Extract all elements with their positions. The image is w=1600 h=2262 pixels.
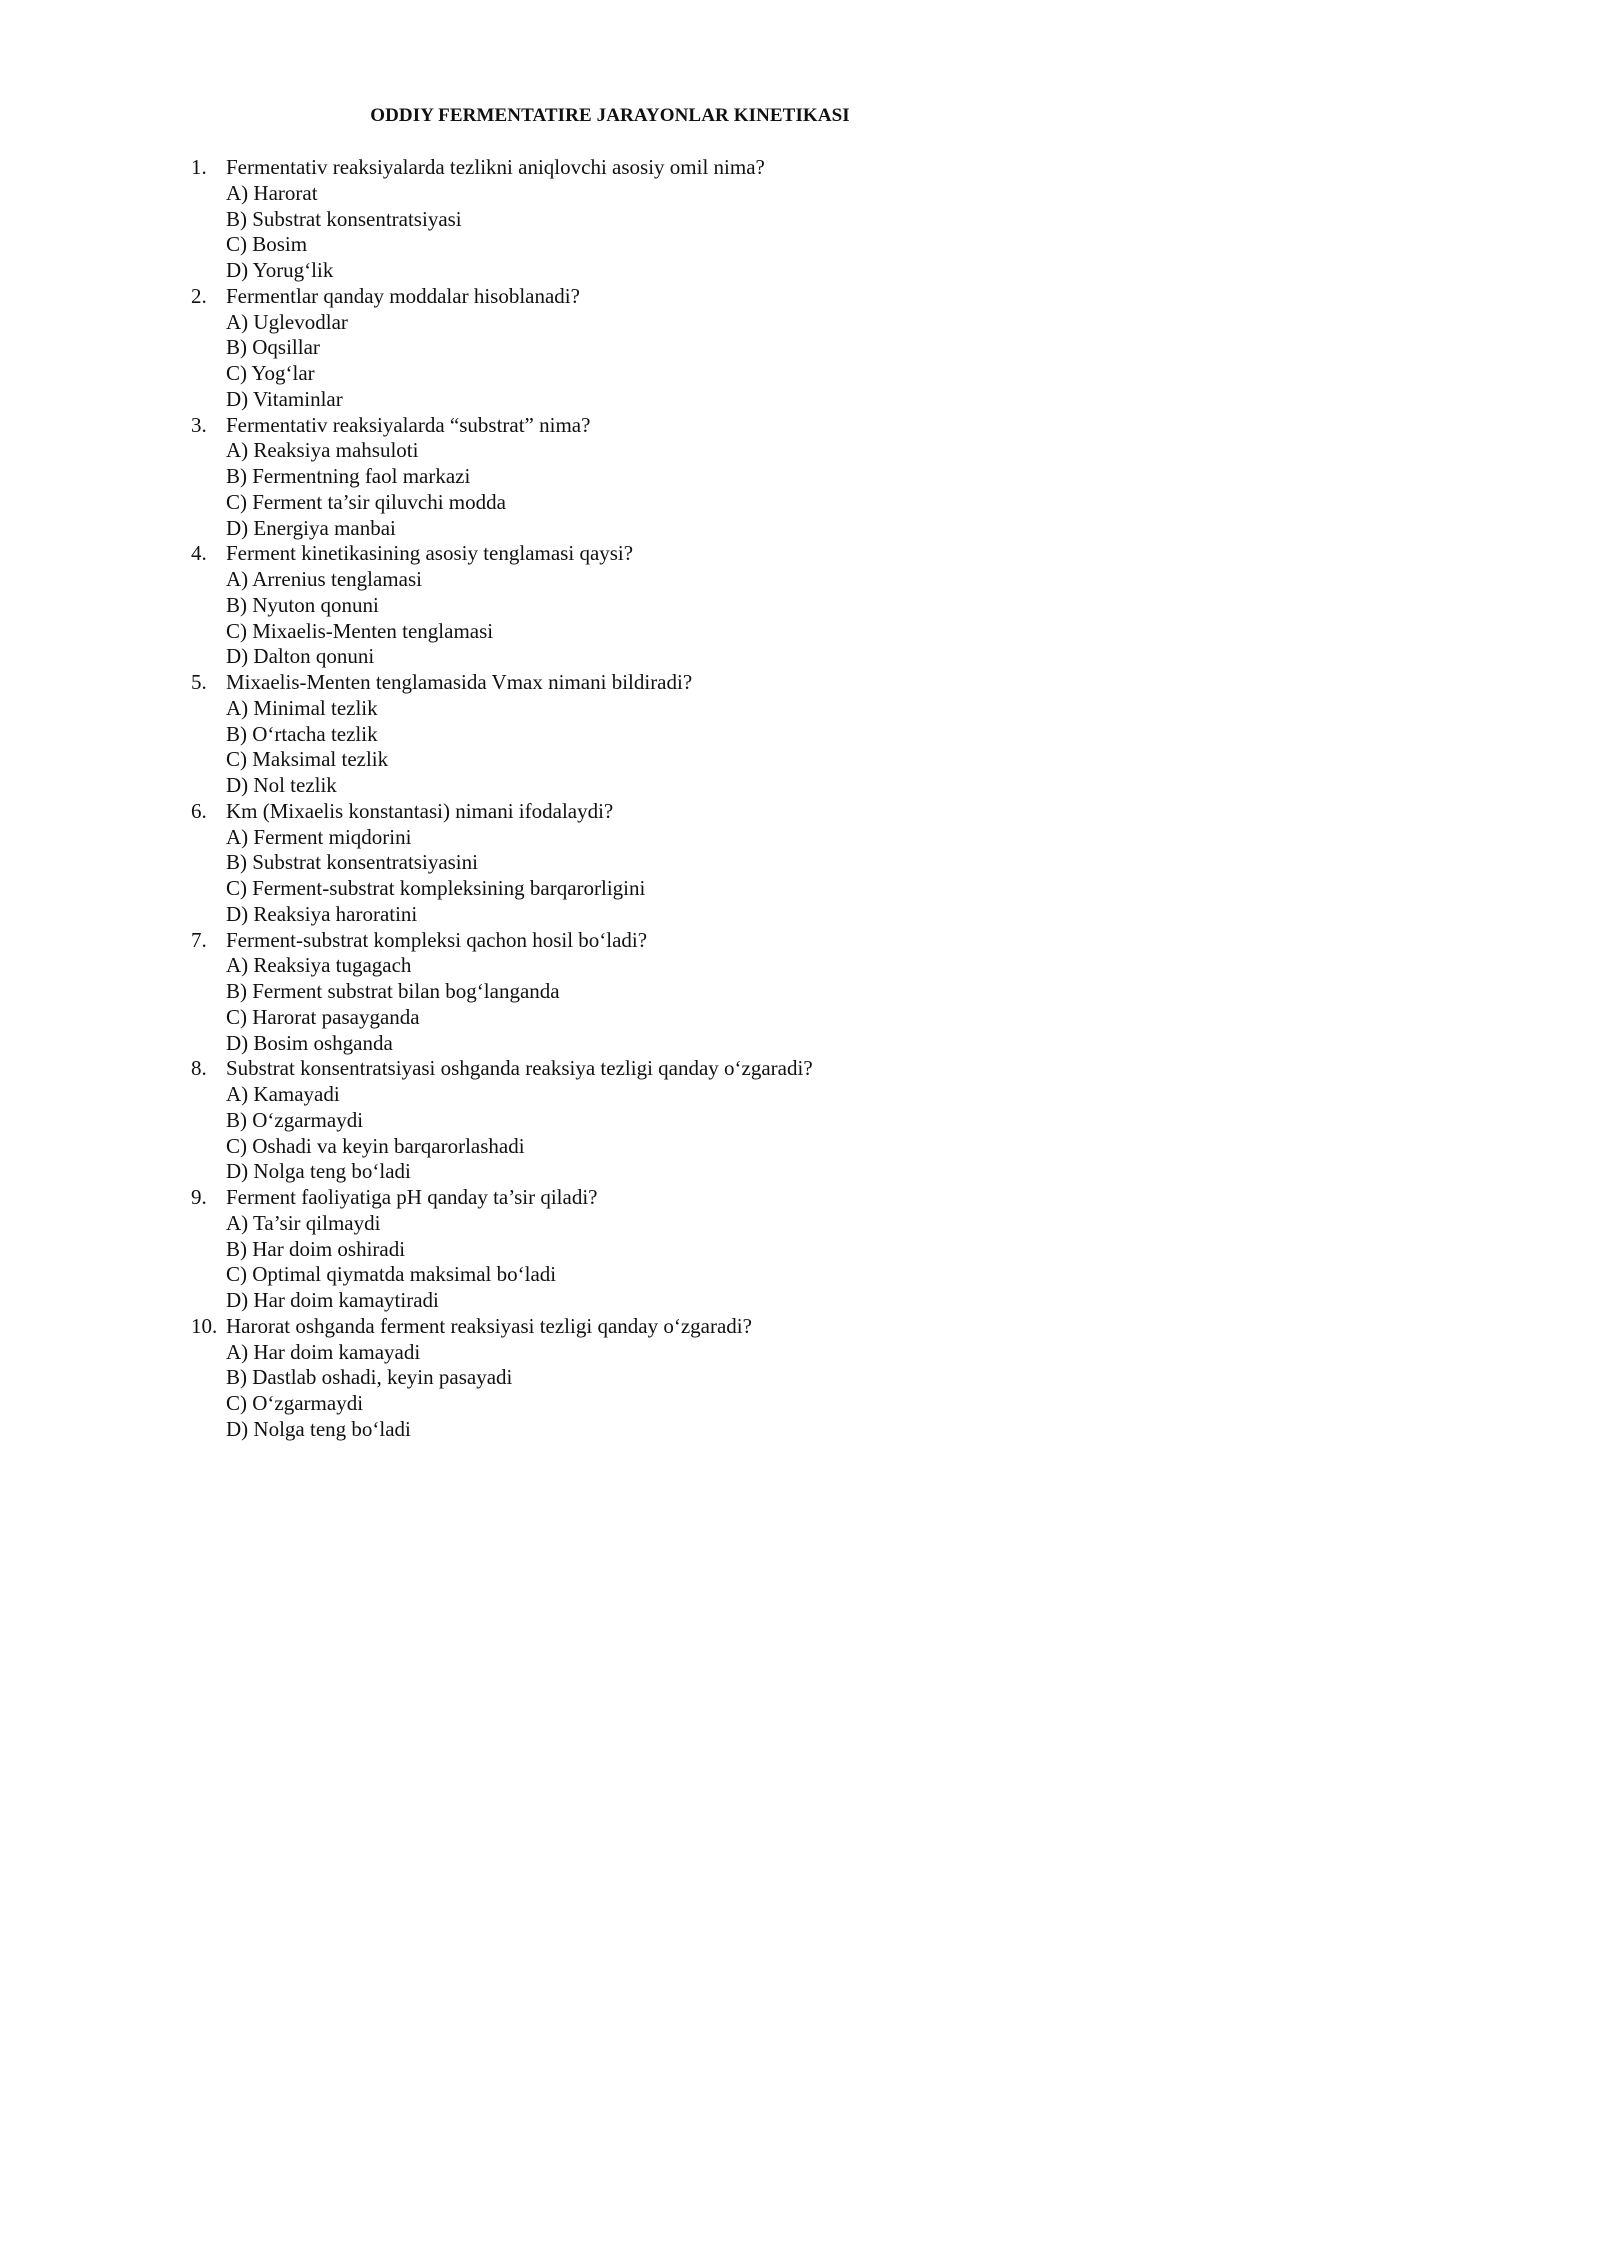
answer-option: D) Dalton qonuni xyxy=(226,644,375,669)
question-line xyxy=(191,1314,813,1340)
question-line xyxy=(191,413,813,439)
question-number: 10. xyxy=(191,1313,218,1338)
answer-option: A) Minimal tezlik xyxy=(226,695,378,720)
question-number: 6. xyxy=(191,798,207,823)
question-text: Ferment kinetikasining asosiy tenglamasi qaysi? xyxy=(226,541,634,566)
question-item xyxy=(191,284,813,413)
answer-option: C) Yog‘lar xyxy=(226,361,315,385)
answer-options xyxy=(191,825,813,928)
question-number: 3. xyxy=(191,412,207,437)
answer-option: B) O‘zgarmaydi xyxy=(226,1107,364,1132)
answer-option: B) Substrat konsentratsiyasi xyxy=(226,206,462,231)
answer-options xyxy=(191,1211,813,1314)
question-list xyxy=(191,155,813,1443)
question-text: Harorat oshganda ferment reaksiyasi tezligi qanday o‘zgaradi? xyxy=(226,1313,752,1338)
document-title: ODDIY FERMENTATIRE JARAYONLAR KINETIKASI xyxy=(370,105,850,126)
question-line xyxy=(191,1056,813,1082)
question-number: 4. xyxy=(191,541,207,566)
answer-option: A) Reaksiya tugagach xyxy=(226,953,412,978)
answer-option: A) Ta’sir qilmaydi xyxy=(226,1210,381,1235)
answer-option: B) Har doim oshiradi xyxy=(226,1236,406,1261)
question-line xyxy=(191,799,813,825)
question-number: 2. xyxy=(191,283,207,308)
question-number: 7. xyxy=(191,927,207,952)
question-text: Mixaelis-Menten tenglamasida Vmax nimani bildiradi? xyxy=(226,670,693,694)
question-text: Substrat konsentratsiyasi oshganda reaksiya tezligi qanday o‘zgaradi? xyxy=(226,1056,813,1081)
answer-option: D) Yorug‘lik xyxy=(226,258,334,282)
question-line xyxy=(191,670,813,696)
answer-option: D) Reaksiya haroratini xyxy=(226,901,418,926)
answer-option: B) Dastlab oshadi, keyin pasayadi xyxy=(226,1365,513,1390)
answer-option: D) Nolga teng bo‘ladi xyxy=(226,1159,411,1184)
question-item xyxy=(191,1314,813,1443)
question-line xyxy=(191,1185,813,1211)
question-text: Fermentlar qanday moddalar hisoblanadi? xyxy=(226,283,580,308)
answer-options xyxy=(191,953,813,1056)
question-item xyxy=(191,155,813,284)
answer-options xyxy=(191,310,813,413)
answer-option: A) Reaksiya mahsuloti xyxy=(226,438,419,463)
answer-option: C) Mixaelis-Menten tenglamasi xyxy=(226,618,494,643)
question-item xyxy=(191,541,813,670)
answer-options xyxy=(191,181,813,284)
answer-options xyxy=(191,696,813,799)
question-line xyxy=(191,928,813,954)
question-line xyxy=(191,541,813,567)
question-item xyxy=(191,670,813,799)
answer-option: B) Ferment substrat bilan bog‘langanda xyxy=(226,979,560,1003)
answer-option: D) Har doim kamaytiradi xyxy=(226,1288,439,1312)
answer-option: B) Oqsillar xyxy=(226,335,320,360)
answer-option: C) Maksimal tezlik xyxy=(226,747,389,772)
answer-option: D) Energiya manbai xyxy=(226,515,396,540)
answer-options xyxy=(191,1340,813,1443)
question-item xyxy=(191,1185,813,1314)
answer-option: A) Ferment miqdorini xyxy=(226,824,412,849)
question-line xyxy=(191,155,813,181)
question-number: 5. xyxy=(191,670,207,694)
question-text: Km (Mixaelis konstantasi) nimani ifodalaydi? xyxy=(226,798,614,823)
question-text: Fermentativ reaksiyalarda “substrat” nima? xyxy=(226,412,591,437)
answer-option: D) Bosim oshganda xyxy=(226,1030,393,1055)
answer-option: A) Kamayadi xyxy=(226,1082,340,1106)
answer-option: A) Arrenius tenglamasi xyxy=(226,567,422,591)
answer-option: C) Oshadi va keyin barqarorlashadi xyxy=(226,1133,525,1158)
document-page xyxy=(0,0,1105,1562)
answer-options xyxy=(191,438,813,541)
question-line xyxy=(191,284,813,310)
question-item xyxy=(191,928,813,1057)
answer-option: A) Uglevodlar xyxy=(226,309,348,334)
answer-option: D) Nol tezlik xyxy=(226,773,337,797)
question-number: 1. xyxy=(191,155,207,179)
answer-options xyxy=(191,1082,813,1185)
question-item xyxy=(191,799,813,928)
question-number: 9. xyxy=(191,1185,207,1209)
question-text: Ferment faoliyatiga pH qanday ta’sir qiladi? xyxy=(226,1185,598,1209)
answer-option: A) Har doim kamayadi xyxy=(226,1339,421,1364)
answer-option: C) Harorat pasayganda xyxy=(226,1004,420,1029)
answer-option: C) Bosim xyxy=(226,232,308,257)
answer-option: C) Optimal qiymatda maksimal bo‘ladi xyxy=(226,1262,557,1287)
answer-option: B) Nyuton qonuni xyxy=(226,592,379,617)
answer-option: C) O‘zgarmaydi xyxy=(226,1391,364,1415)
question-item xyxy=(191,413,813,542)
question-number: 8. xyxy=(191,1056,207,1081)
answer-option: C) Ferment ta’sir qiluvchi modda xyxy=(226,489,506,514)
answer-options xyxy=(191,567,813,670)
answer-option: D) Nolga teng bo‘ladi xyxy=(226,1416,411,1441)
answer-option: C) Ferment-substrat kompleksining barqarorligini xyxy=(226,876,646,900)
question-text: Ferment-substrat kompleksi qachon hosil bo‘ladi? xyxy=(226,927,648,952)
answer-option: B) O‘rtacha tezlik xyxy=(226,721,378,746)
question-text: Fermentativ reaksiyalarda tezlikni aniqlovchi asosiy omil nima? xyxy=(226,155,765,179)
answer-option: D) Vitaminlar xyxy=(226,386,343,411)
answer-option: B) Fermentning faol markazi xyxy=(226,464,471,488)
question-item xyxy=(191,1056,813,1185)
answer-option: A) Harorat xyxy=(226,180,318,205)
answer-option: B) Substrat konsentratsiyasini xyxy=(226,850,478,875)
